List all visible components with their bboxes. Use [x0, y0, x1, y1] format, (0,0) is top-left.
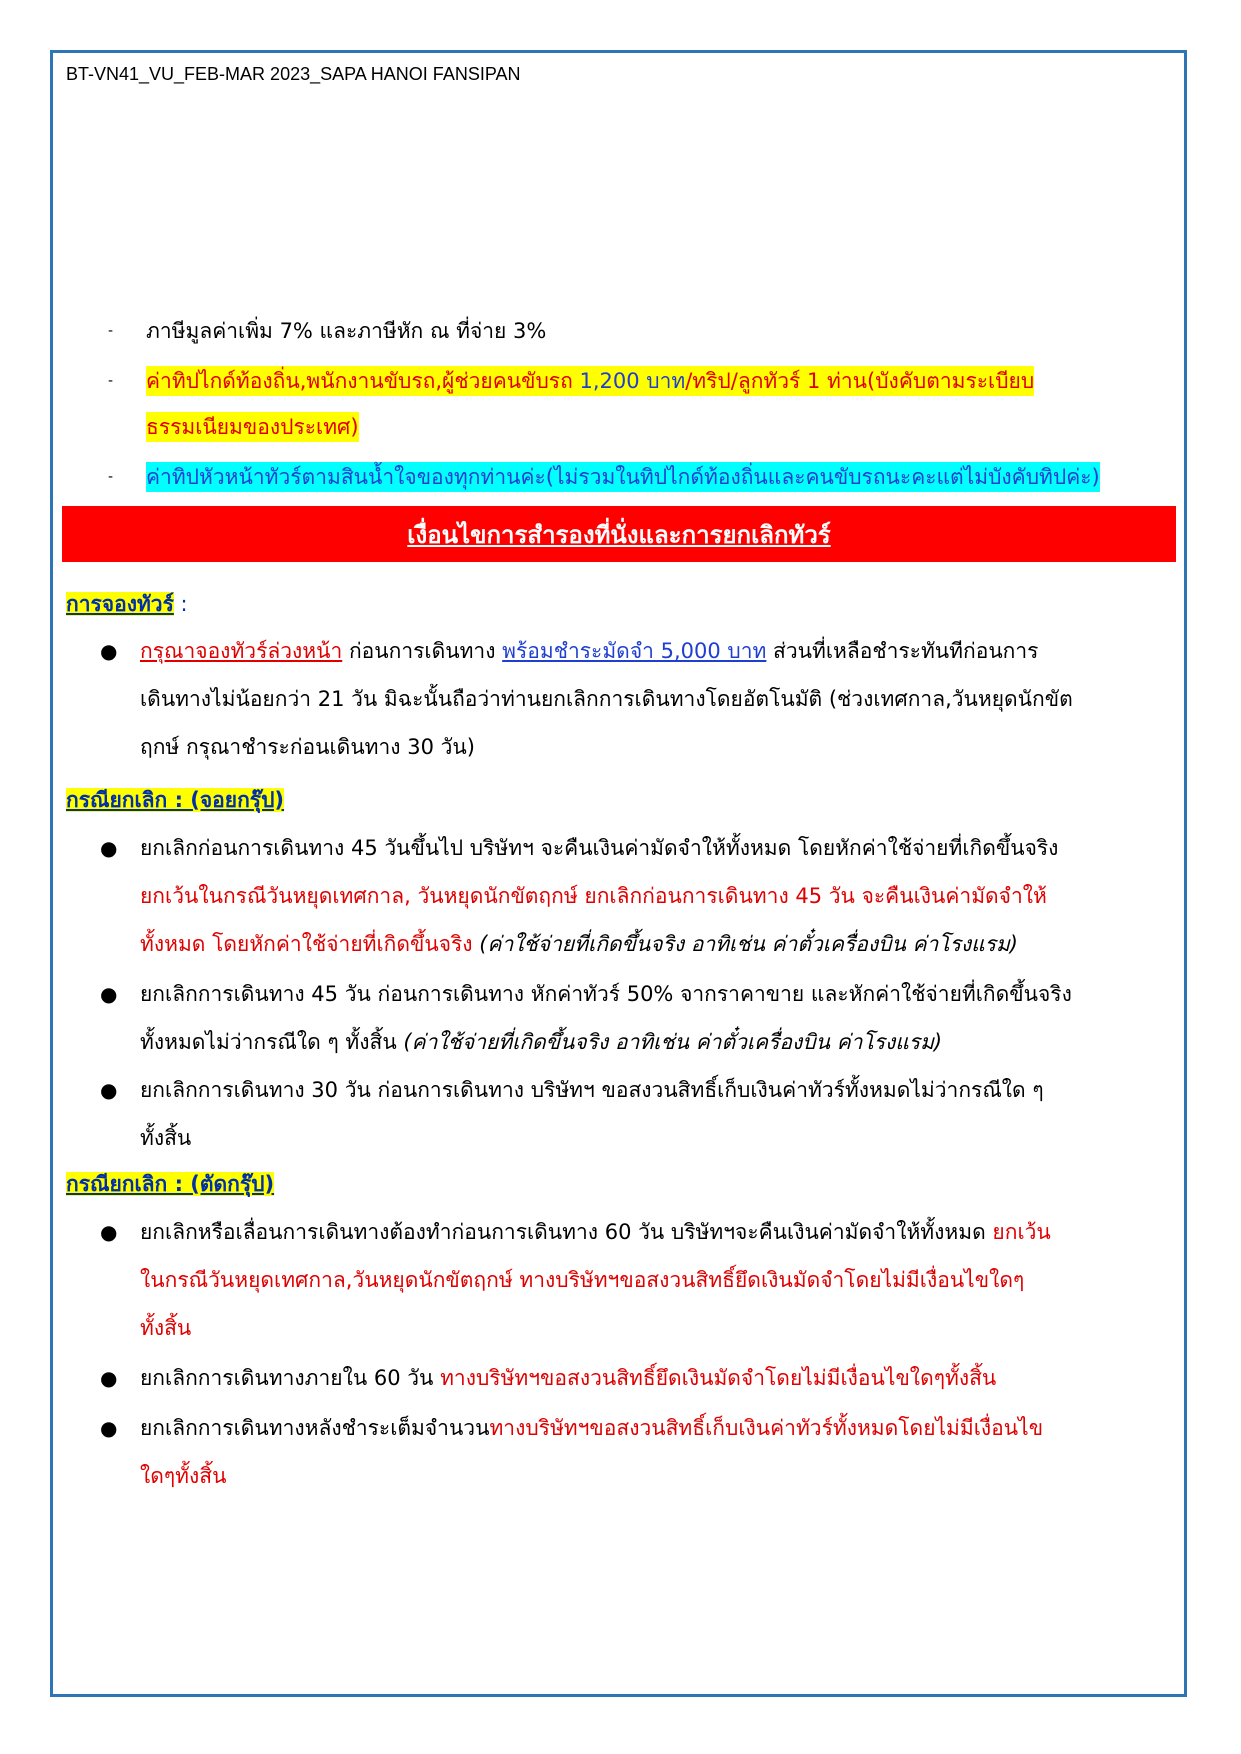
- booking-heading: การจองทัวร์ :: [66, 592, 188, 616]
- bullet-icon: ●: [100, 1220, 118, 1244]
- bullet-icon: ●: [100, 982, 118, 1006]
- banner-title: เงื่อนไขการสำรองที่นั่งและการยกเลิกทัวร์: [407, 520, 831, 549]
- cancel-join-heading: กรณียกเลิก : (จอยกรุ๊ป): [66, 788, 285, 812]
- cancel-private-heading: กรณียกเลิก : (ตัดกรุ๊ป): [66, 1172, 275, 1196]
- bullet-icon: ●: [100, 1416, 118, 1440]
- bullet-icon: ●: [100, 1078, 118, 1102]
- note-vat-text: ภาษีมูลค่าเพิ่ม 7% และภาษีหัก ณ ที่จ่าย 3%: [146, 319, 547, 343]
- bullet-icon: ●: [100, 1366, 118, 1390]
- document-code: BT-VN41_VU_FEB-MAR 2023_SAPA HANOI FANSIPAN: [66, 64, 521, 84]
- bullet-icon: ●: [100, 836, 118, 860]
- bullet-icon: ●: [100, 639, 118, 663]
- conditions-banner: [62, 506, 1176, 562]
